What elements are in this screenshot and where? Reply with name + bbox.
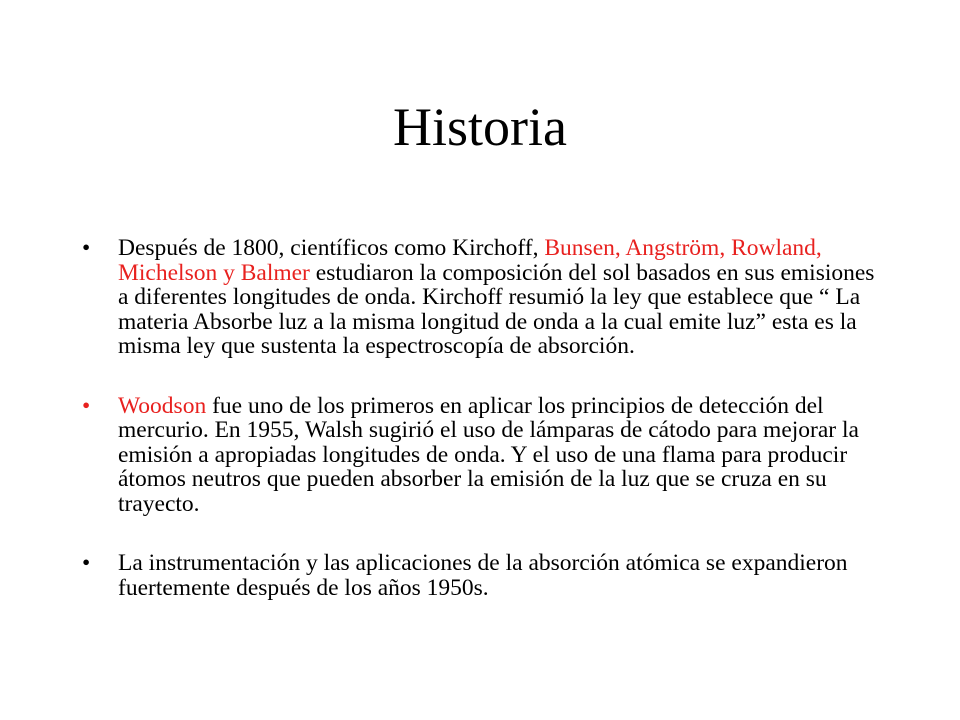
bullet-text: La instrumentación y las aplicaciones de la absorción atómica se expandieron fuertemente después de los años 1950s. bbox=[118, 550, 848, 601]
bullet-item-2 bbox=[72, 394, 880, 517]
bullet-item-1 bbox=[72, 236, 880, 359]
bullet-icon: • bbox=[82, 550, 91, 576]
highlighted-name: Woodson bbox=[118, 392, 207, 419]
highlighted-scientists: Bunsen, Angström, Rowland, Michelson y Balmer bbox=[118, 235, 822, 286]
bullet-text-after: fue uno de los primeros en aplicar los principios de detección del mercurio. En 1955, Walsh sugirió el uso de lámparas de cátodo para mejorar la emisión a apropiadas longitudes de onda. Y el uso de una flama para producir átomos neutros que pueden absorber la emisión de la luz que se cruza en su trayecto. bbox=[118, 392, 859, 517]
slide-title: Historia bbox=[393, 97, 567, 157]
bullet-text-before: Después de 1800, científicos como Kirchoff, bbox=[118, 235, 545, 261]
bullet-list bbox=[72, 236, 880, 635]
bullet-icon: • bbox=[82, 235, 91, 261]
bullet-text-after: estudiaron la composición del sol basados en sus emisiones a diferentes longitudes de onda. Kirchoff resumió la ley que establece que “ La materia Absorbe luz a la misma longitud de onda a la cual emite luz” esta es la misma ley que sustenta la espectroscopía de absorción. bbox=[118, 259, 875, 359]
bullet-item-3 bbox=[72, 551, 880, 600]
bullet-icon: • bbox=[82, 392, 91, 419]
